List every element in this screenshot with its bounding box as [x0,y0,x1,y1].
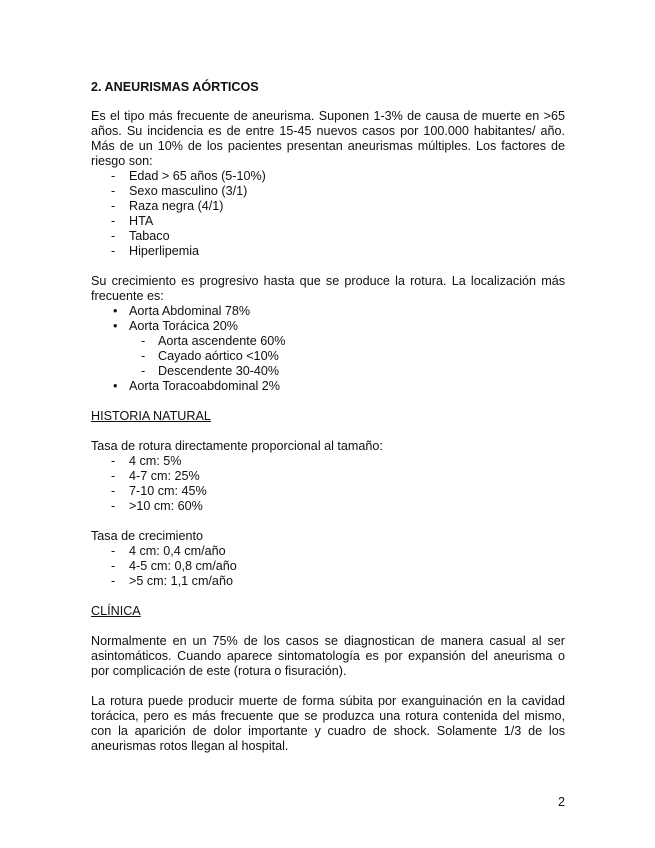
natural-history-title: HISTORIA NATURAL [91,409,211,423]
location-item: • Aorta Toracoabdominal 2% [91,379,565,394]
section-heading: 2. ANEURISMAS AÓRTICOS [91,80,259,94]
rupture-rate-item: - 7-10 cm: 45% [91,484,565,499]
rupture-rate-intro: Tasa de rotura directamente proporcional al tamaño: [91,439,383,453]
risk-factor-item: - HTA [91,214,565,229]
rupture-rate-list [91,454,565,514]
clinic-title: CLÍNICA [91,604,141,618]
thoracic-sub-item: - Descendente 30-40% [91,364,565,379]
rupture-rate-item: - >10 cm: 60% [91,499,565,514]
risk-factor-item: - Edad > 65 años (5-10%) [91,169,565,184]
risk-factor-item: - Raza negra (4/1) [91,199,565,214]
clinic-paragraph-1: Normalmente en un 75% de los casos se diagnostican de manera casual al ser asintomáticos. Cuando aparece sintomatología es por expansión del aneurisma o por complicación de este (rotura o fisuración). [91,634,565,678]
growth-paragraph: Su crecimiento es progresivo hasta que se produce la rotura. La localización más frecuente es: [91,274,565,303]
risk-factor-item: - Hiperlipemia [91,244,565,259]
thoracic-sub-item: - Cayado aórtico <10% [91,349,565,364]
location-list-continued [91,379,565,394]
thoracic-sub-item: - Aorta ascendente 60% [91,334,565,349]
rupture-rate-item: - 4 cm: 5% [91,454,565,469]
growth-rate-item: - 4 cm: 0,4 cm/año [91,544,565,559]
growth-rate-item: - 4-5 cm: 0,8 cm/año [91,559,565,574]
location-list [91,304,565,334]
rupture-rate-item: - 4-7 cm: 25% [91,469,565,484]
page-number: 2 [557,795,565,809]
growth-rate-list [91,544,565,589]
growth-rate-intro: Tasa de crecimiento [91,529,203,543]
page-content [91,80,565,754]
thoracic-sublist [91,334,565,379]
growth-rate-item: - >5 cm: 1,1 cm/año [91,574,565,589]
risk-factors-list [91,169,565,259]
risk-factor-item: - Tabaco [91,229,565,244]
location-item: • Aorta Torácica 20% [91,319,565,334]
clinic-paragraph-2: La rotura puede producir muerte de forma súbita por exanguinación en la cavidad torácica, pero es más frecuente que se produzca una rotura contenida del mismo, con la aparición de dolor importante y cuadro de shock. Solamente 1/3 de los aneurismas rotos llegan al hospital. [91,694,565,753]
intro-paragraph: Es el tipo más frecuente de aneurisma. Suponen 1-3% de causa de muerte en >65 años. Su incidencia es de entre 15-45 nuevos casos por 100.000 habitantes/ año. Más de un 10% de los pacientes presentan aneurismas múltiples. Los factores de riesgo son: [91,109,565,168]
location-item: • Aorta Abdominal 78% [91,304,565,319]
risk-factor-item: - Sexo masculino (3/1) [91,184,565,199]
